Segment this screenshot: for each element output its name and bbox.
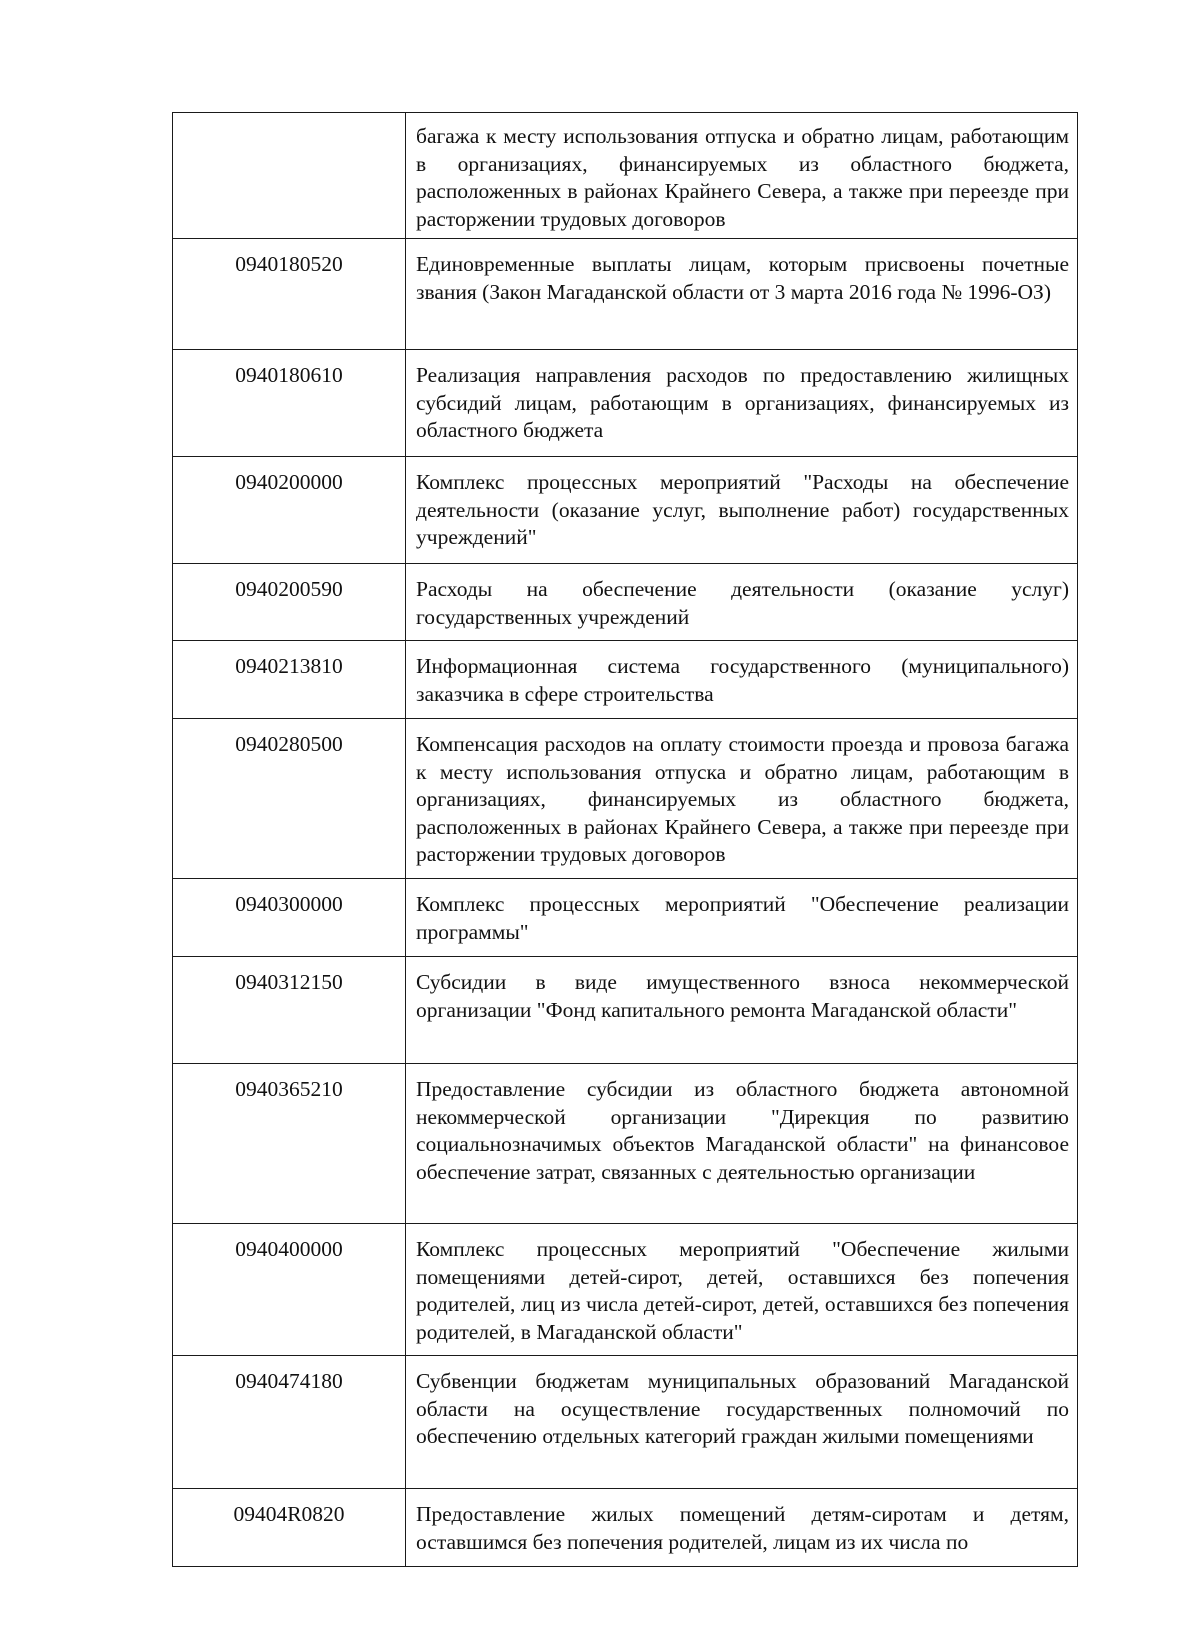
description-cell: Единовременные выплаты лицам, которым присвоены почетные звания (Закон Магаданской области от 3 марта 2016 года № 1996-ОЗ)	[406, 239, 1078, 350]
description-cell: Субсидии в виде имущественного взноса некоммерческой организации "Фонд капитального ремонта Магаданской области"	[406, 957, 1078, 1064]
table-row	[173, 1064, 1078, 1224]
budget-code-table	[172, 112, 1078, 1567]
description-cell: Компенсация расходов на оплату стоимости проезда и провоза багажа к месту использования отпуска и обратно лицам, работающим в организациях, финансируемых из областного бюджета, расположенных в районах Крайнего Севера, а также при переезде при расторжении трудовых договоров	[406, 719, 1078, 879]
code-cell: 0940312150	[173, 957, 406, 1064]
description-cell: Предоставление жилых помещений детям-сиротам и детям, оставшимся без попечения родителей, лицам из их числа по	[406, 1489, 1078, 1567]
description-cell: Комплекс процессных мероприятий "Расходы на обеспечение деятельности (оказание услуг, выполнение работ) государственных учреждений"	[406, 457, 1078, 564]
code-cell: 0940200590	[173, 564, 406, 641]
table-row	[173, 1224, 1078, 1356]
table-row	[173, 350, 1078, 457]
description-cell: Предоставление субсидии из областного бюджета автономной некоммерческой организации "Дирекция по развитию социальнозначимых объектов Магаданской области" на финансовое обеспечение затрат, связанных с деятельностью организации	[406, 1064, 1078, 1224]
code-cell	[173, 113, 406, 239]
code-cell: 0940474180	[173, 1356, 406, 1489]
code-cell: 0940180610	[173, 350, 406, 457]
table-row	[173, 1489, 1078, 1567]
code-cell: 09404R0820	[173, 1489, 406, 1567]
table-row	[173, 719, 1078, 879]
table-row	[173, 1356, 1078, 1489]
table-row	[173, 239, 1078, 350]
description-cell: Информационная система государственного (муниципального) заказчика в сфере строительства	[406, 641, 1078, 719]
table-row	[173, 457, 1078, 564]
code-cell: 0940400000	[173, 1224, 406, 1356]
code-cell: 0940300000	[173, 879, 406, 957]
description-cell: Расходы на обеспечение деятельности (оказание услуг) государственных учреждений	[406, 564, 1078, 641]
code-cell: 0940280500	[173, 719, 406, 879]
table-row	[173, 957, 1078, 1064]
description-cell: багажа к месту использования отпуска и обратно лицам, работающим в организациях, финансируемых из областного бюджета, расположенных в районах Крайнего Севера, а также при переезде при расторжении трудовых договоров	[406, 113, 1078, 239]
description-cell: Комплекс процессных мероприятий "Обеспечение жилыми помещениями детей-сирот, детей, оставшихся без попечения родителей, лиц из числа детей-сирот, детей, оставшихся без попечения родителей, в Магаданской области"	[406, 1224, 1078, 1356]
table-row	[173, 564, 1078, 641]
table-row	[173, 113, 1078, 239]
table-row	[173, 641, 1078, 719]
table-row	[173, 879, 1078, 957]
code-cell: 0940213810	[173, 641, 406, 719]
code-cell: 0940180520	[173, 239, 406, 350]
description-cell: Субвенции бюджетам муниципальных образований Магаданской области на осуществление государственных полномочий по обеспечению отдельных категорий граждан жилыми помещениями	[406, 1356, 1078, 1489]
description-cell: Комплекс процессных мероприятий "Обеспечение реализации программы"	[406, 879, 1078, 957]
code-cell: 0940200000	[173, 457, 406, 564]
code-cell: 0940365210	[173, 1064, 406, 1224]
description-cell: Реализация направления расходов по предоставлению жилищных субсидий лицам, работающим в организациях, финансируемых из областного бюджета	[406, 350, 1078, 457]
